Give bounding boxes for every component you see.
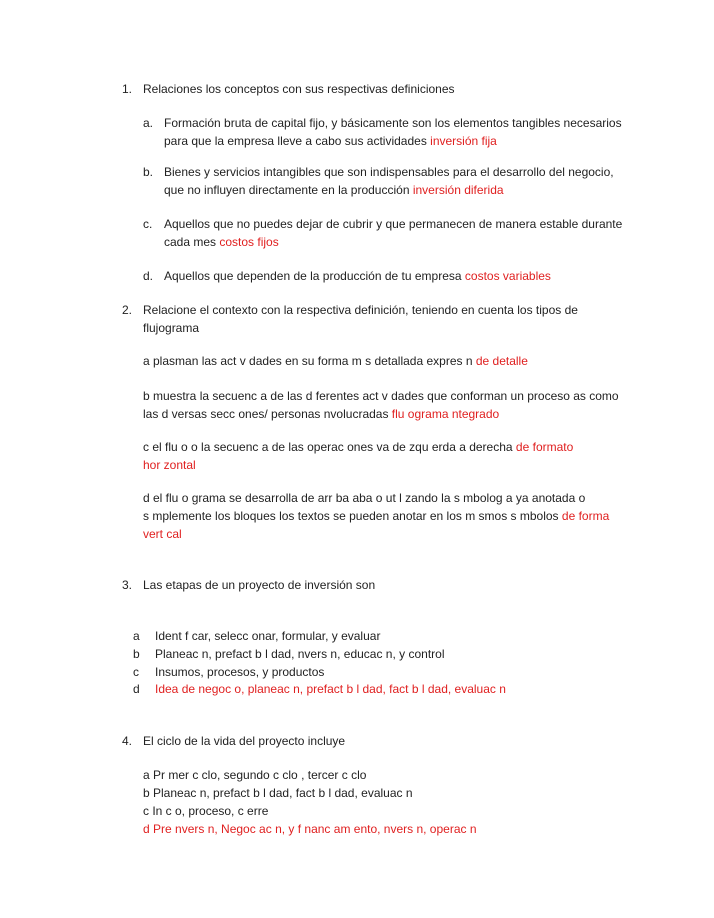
q2-item-d [143,489,609,543]
q3-number: 3. [122,578,133,592]
q3-option-c-letter: c [133,665,139,679]
q1-item-a-line1: Formación bruta de capital fijo, y básicamente son los elementos tangibles necesarios [164,116,622,130]
q1-item-b [164,163,614,199]
q4-option-a: a Pr mer c clo, segundo c clo , tercer c clo [143,768,367,782]
q2-item-a [143,352,528,370]
q4-options [143,766,477,838]
q1-number: 1. [122,82,133,96]
q2-item-a-text: a plasman las act v dades en su forma m s detallada expres n [143,354,476,368]
q1-item-a-letter: a. [143,116,154,130]
q1-item-c-answer: costos fijos [219,235,279,249]
q3-option-a: Ident f car, selecc onar, formular, y evaluar [155,629,381,643]
q2-item-c-line1: c el flu o o la secuenc a de las operac ones va de zqu erda a derecha [143,440,516,454]
q3-option-d: Idea de negoc o, planeac n, prefact b l dad, fact b l dad, evaluac n [155,682,506,696]
q1-item-a [164,114,622,150]
q2-title-line1: Relacione el contexto con la respectiva definición, teniendo en cuenta los tipos de [143,303,578,317]
q1-item-a-answer: inversión fija [430,134,497,148]
q4-option-b: b Planeac n, prefact b l dad, fact b l dad, evaluac n [143,786,413,800]
q1-item-d-line1: Aquellos que dependen de la producción de tu empresa [164,269,465,283]
q3-option-c: Insumos, procesos, y productos [155,665,325,679]
q2-item-d-line2: s mplemente los bloques los textos se pueden anotar en los m smos s mbolos [143,509,562,523]
q1-item-c-line1: Aquellos que no puedes dejar de cubrir y que permanecen de manera estable durante [164,217,623,231]
q1-item-b-answer: inversión diferida [412,183,504,197]
q2-item-b-line1: b muestra la secuenc a de las d ferentes act v dades que conforman un proceso as como [143,389,619,403]
q1-item-b-letter: b. [143,165,154,179]
q3-option-d-letter: d [133,682,140,696]
q2-item-a-answer: de detalle [475,354,528,368]
q4-title: El ciclo de la vida del proyecto incluye [143,734,346,748]
q3-title: Las etapas de un proyecto de inversión son [143,578,376,592]
q2-item-d-line1: d el flu o grama se desarrolla de arr ba aba o ut l zando la s mbolog a ya anotada o [143,491,586,505]
q3-option-b: Planeac n, prefact b l dad, nvers n, educac n, y control [155,647,445,661]
q1-title: Relaciones los conceptos con sus respectivas definiciones [143,82,455,96]
q1-item-a-line2: para que la empresa lleve a cabo sus actividades [164,134,431,148]
q4-option-c: c In c o, proceso, c erre [143,804,269,818]
q1-item-c-line2: cada mes [164,235,220,249]
q2-item-c [143,438,573,474]
q2-item-b-line2: las d versas secc ones/ personas nvolucradas [143,407,392,421]
q2-item-b [143,387,619,423]
q2-item-d-answer: de forma [561,509,610,523]
q4-option-d: d Pre nvers n, Negoc ac n, y f nanc am ento, nvers n, operac n [143,822,477,836]
q2-item-c-answer: de formato [515,440,574,454]
q2-number: 2. [122,303,133,317]
q1-item-c [164,215,622,251]
q1-item-b-line2: que no influyen directamente en la producción [164,183,413,197]
q2-item-b-answer: flu ograma ntegrado [391,407,500,421]
q1-item-b-line1: Bienes y servicios intangibles que son indispensables para el desarrollo del negocio, [164,165,614,179]
q2-item-d-answer-cont: vert cal [143,527,182,541]
q1-item-d [164,267,551,285]
q3-option-a-letter: a [133,629,140,643]
q2-title [143,301,578,337]
q3-option-b-letter: b [133,647,140,661]
q1-item-c-letter: c. [143,217,153,231]
q1-item-d-answer: costos variables [464,269,551,283]
q4-number: 4. [122,734,133,748]
q2-title-line2: flujograma [143,321,200,335]
q1-item-d-letter: d. [143,269,154,283]
q2-item-c-answer-cont: hor zontal [143,458,196,472]
